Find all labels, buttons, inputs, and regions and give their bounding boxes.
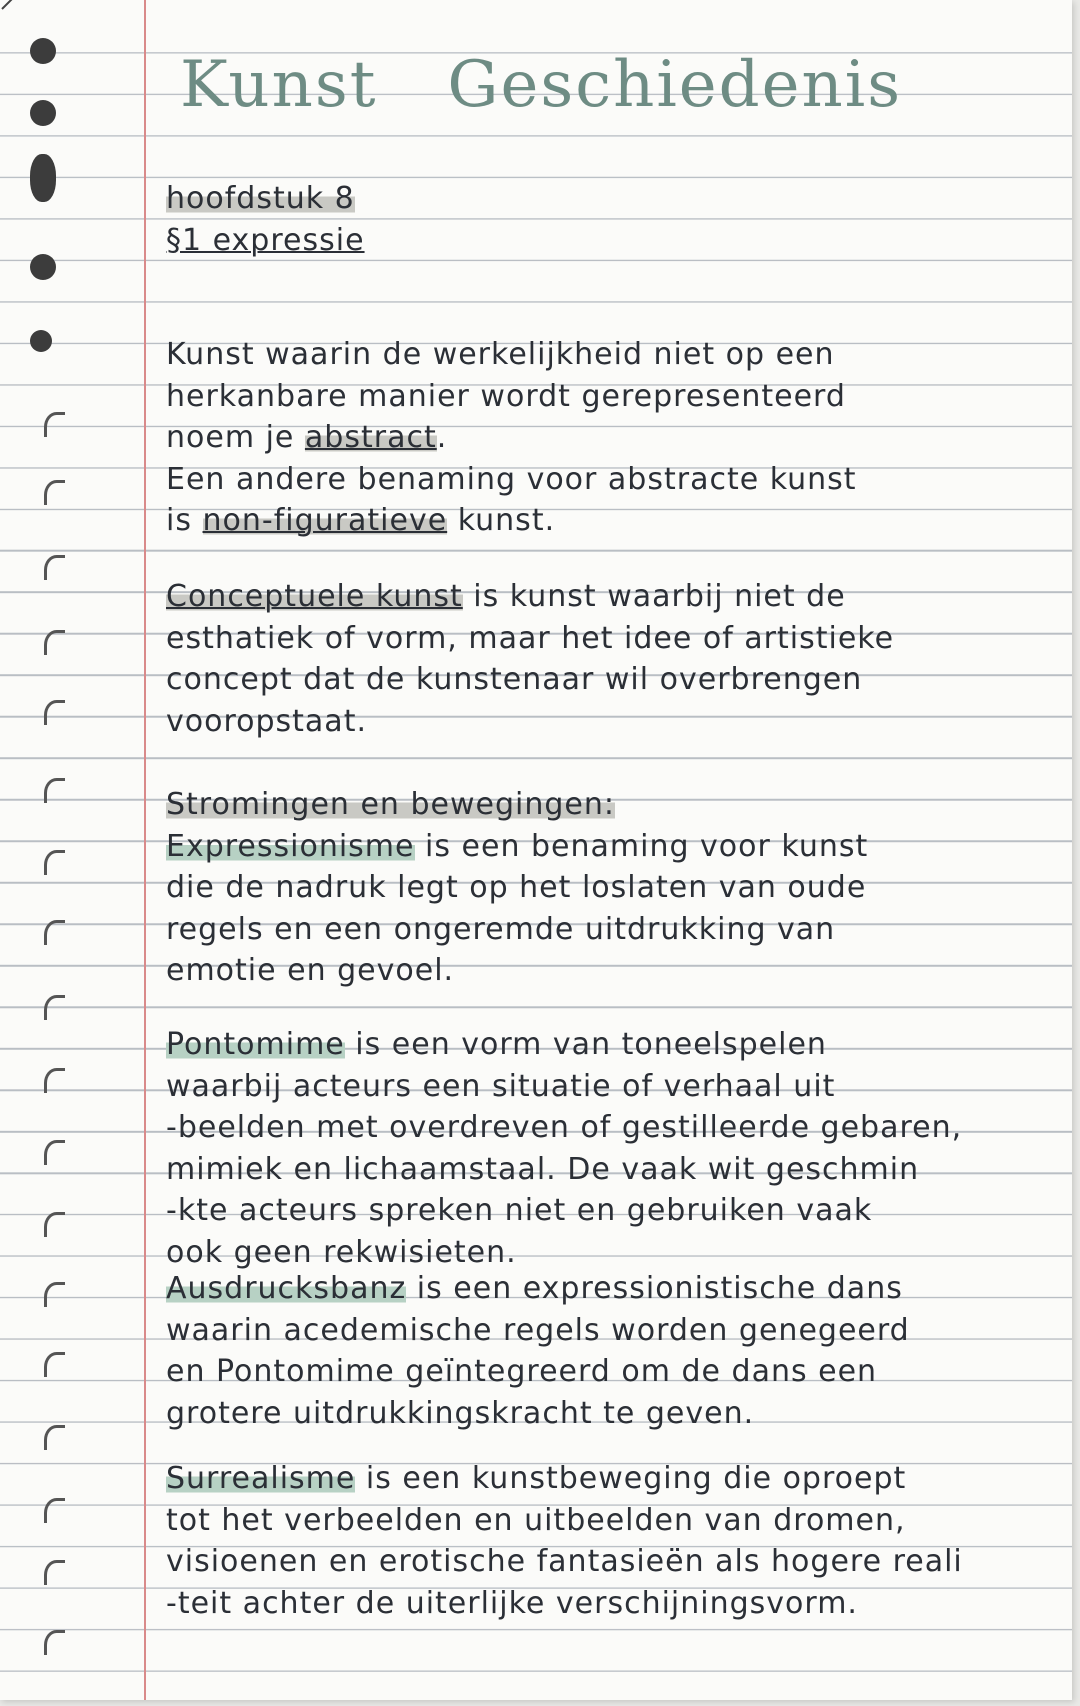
text-line: -kte acteurs spreken niet en gebruiken vaak: [166, 1193, 873, 1228]
binder-ring: [44, 1498, 65, 1523]
text-line: vooropstaat.: [166, 703, 367, 739]
term-non-figuratieve: non-figuratieve: [202, 503, 448, 538]
term-expressionisme: Expressionisme: [166, 828, 415, 864]
text-line: Kunst waarin de werkelijkheid niet op een: [166, 337, 835, 372]
text-line: Ausdrucksbanz is een expressionistische dans: [166, 1271, 903, 1306]
text-line: [166, 784, 1056, 826]
term-ausdrucksbanz: Ausdrucksbanz: [166, 1271, 407, 1306]
binder-ring: [44, 1212, 65, 1237]
chapter-label: hoofdstuk 8: [166, 181, 355, 216]
title-word-geschiedenis: Geschiedenis: [447, 48, 903, 122]
text-line: en Pontomime geïntegreerd om de dans een: [166, 1354, 878, 1389]
binder-ring: [44, 1560, 65, 1585]
text-line: regels en een ongeremde uitdrukking van: [166, 911, 836, 947]
text-line: waarin acedemische regels worden genegeerd: [166, 1312, 910, 1348]
binder-ring: [44, 1630, 65, 1655]
paragraph-abstract: [166, 334, 1056, 542]
text-line: is non-figuratieve kunst.: [166, 503, 556, 538]
text-line: visioenen en erotische fantasieën als hogere reali: [166, 1544, 963, 1579]
text-line: esthatiek of vorm, maar het idee of artistieke: [166, 620, 895, 656]
text-line: concept dat de kunstenaar wil overbrengen: [166, 662, 863, 697]
section-label: §1 expressie: [166, 222, 365, 258]
binder-ring: [44, 1140, 65, 1165]
paragraph-conceptual: [166, 576, 1056, 742]
term-conceptuele-kunst: Conceptuele kunst: [166, 579, 463, 614]
term-abstract: abstract: [304, 420, 437, 455]
text-line: waarbij acteurs een situatie of verhaal uit: [166, 1068, 836, 1104]
text-line: mimiek en lichaamstaal. De vaak wit geschmin: [166, 1151, 920, 1187]
binder-ring: [44, 1352, 65, 1377]
binder-ring: [44, 995, 65, 1020]
binder-ring: [44, 920, 65, 945]
term-pontomime: Pontomime: [166, 1027, 345, 1062]
text-line: ook geen rekwisieten.: [166, 1234, 517, 1270]
binder-hole: [30, 330, 52, 352]
binder-ring: [44, 1068, 65, 1093]
text-line: emotie en gevoel.: [166, 953, 455, 988]
binder-hole: [30, 154, 56, 202]
text-line: Pontomime is een vorm van toneelspelen: [166, 1027, 827, 1062]
binder-ring: [44, 412, 65, 437]
text-line: -teit achter de uiterlijke verschijningsvorm.: [166, 1585, 858, 1621]
text-line: grotere uitdrukkingskracht te geven.: [166, 1395, 755, 1431]
title-word-kunst: Kunst: [180, 48, 378, 122]
text-line: Een andere benaming voor abstracte kunst: [166, 461, 857, 497]
chapter-heading: [166, 178, 1056, 261]
binder-hole: [30, 254, 56, 280]
paragraph-expressionism: [166, 784, 1056, 992]
movements-heading: Stromingen en bewegingen:: [166, 787, 615, 822]
paragraph-surrealism: [166, 1458, 1056, 1624]
paragraph-ausdruckstanz: [166, 1268, 1056, 1434]
binder-ring: [44, 700, 65, 725]
binder-hole: [30, 38, 56, 64]
text-line: -beelden met overdreven of gestilleerde gebaren,: [166, 1110, 963, 1145]
text-line: Surrealisme is een kunstbeweging die oproept: [166, 1461, 907, 1496]
binder-hole: [30, 100, 56, 126]
paragraph-pantomime: [166, 1024, 1056, 1273]
text-line: Conceptuele kunst is kunst waarbij niet de: [166, 579, 846, 614]
text-line: Expressionisme is een benaming voor kunst: [166, 828, 869, 864]
margin-line: [144, 0, 146, 1700]
binder-ring: [44, 850, 65, 875]
corner-mark: [1, 0, 24, 10]
term-surrealisme: Surrealisme: [166, 1461, 356, 1496]
text-line: tot het verbeelden en uitbeelden van dromen,: [166, 1502, 906, 1538]
binder-ring: [44, 555, 65, 580]
binder-ring: [44, 778, 65, 803]
page-title: [180, 48, 972, 122]
text-line: die de nadruk legt op het loslaten van oude: [166, 870, 867, 905]
text-line: noem je abstract.: [166, 420, 448, 455]
binder-ring: [44, 1282, 65, 1307]
binder-ring: [44, 480, 65, 505]
binder-ring: [44, 1425, 65, 1450]
text-line: herkanbare manier wordt gerepresenteerd: [166, 378, 846, 414]
binder-ring: [44, 630, 65, 655]
